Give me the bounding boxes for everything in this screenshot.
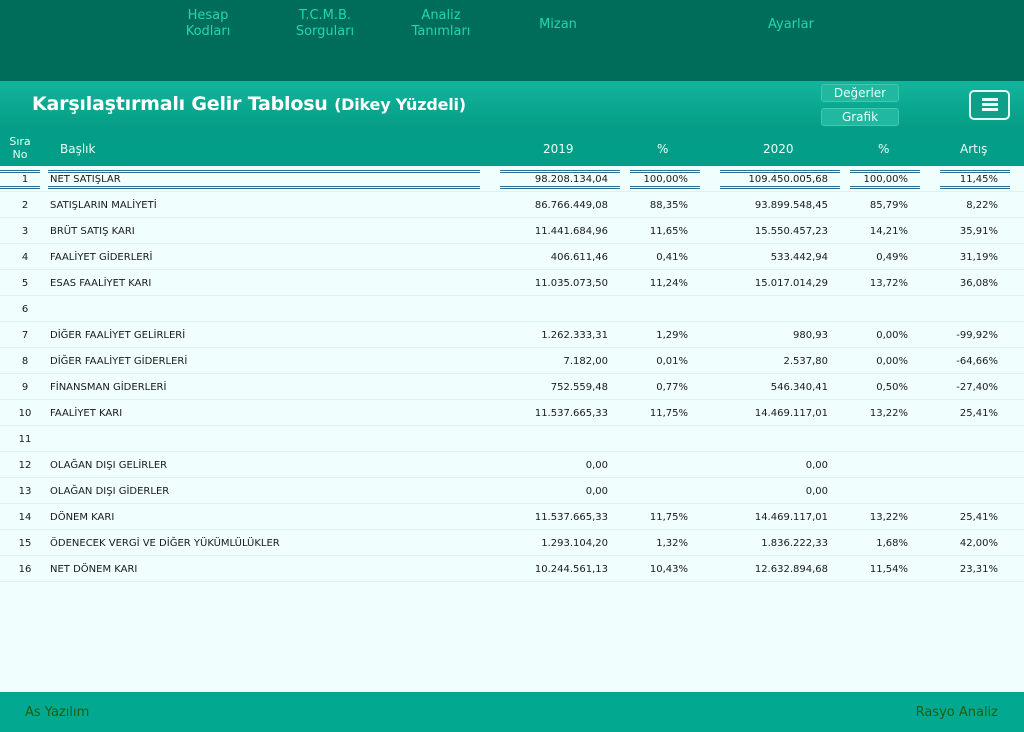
footer-company: As Yazılım (25, 705, 90, 720)
row-value-2020: 2.537,80 (783, 356, 828, 367)
table-row[interactable] (0, 296, 1024, 322)
row-value-2019: 11.537.665,33 (534, 512, 608, 523)
row-value-2020: 0,00 (805, 460, 828, 471)
row-no: 13 (18, 486, 32, 497)
row-percent-2020: 1,68% (876, 538, 908, 549)
top-navigation (0, 0, 1024, 81)
footer-app-name: Rasyo Analiz (915, 705, 998, 720)
row-increase: -27,40% (956, 382, 998, 393)
row-value-2020: 980,93 (793, 330, 828, 341)
header-2019: 2019 (543, 142, 574, 156)
row-percent-2019: 1,32% (656, 538, 688, 549)
row-percent-2019: 0,01% (656, 356, 688, 367)
row-title: FİNANSMAN GİDERLERİ (50, 382, 167, 393)
row-value-2019: 86.766.449,08 (534, 200, 608, 211)
row-increase: -64,66% (956, 356, 998, 367)
row-no: 15 (18, 538, 32, 549)
row-value-2020: 93.899.548,45 (754, 200, 828, 211)
row-percent-2019: 11,75% (649, 512, 688, 523)
row-title: SATIŞLARIN MALİYETİ (50, 200, 157, 211)
nav-hesap-kodlari[interactable]: Hesap Kodları (185, 8, 231, 39)
row-increase: 8,22% (966, 200, 998, 211)
row-no: 5 (21, 278, 29, 289)
hamburger-menu-button[interactable] (969, 90, 1010, 120)
row-value-2020: 546.340,41 (770, 382, 828, 393)
row-title: FAALİYET GİDERLERİ (50, 252, 153, 263)
row-percent-2020: 13,72% (869, 278, 908, 289)
row-title: DİĞER FAALİYET GELİRLERİ (50, 330, 186, 341)
row-percent-2019: 0,41% (656, 252, 688, 263)
footer (0, 692, 1024, 732)
row-value-2020: 14.469.117,01 (754, 408, 828, 419)
row-no: 12 (18, 460, 32, 471)
table-body (0, 166, 1024, 582)
row-value-2020: 14.469.117,01 (754, 512, 828, 523)
row-value-2019: 1.262.333,31 (541, 330, 608, 341)
nav-ayarlar[interactable]: Ayarlar (768, 17, 814, 32)
row-value-2019: 752.559,48 (550, 382, 608, 393)
table-row[interactable] (0, 478, 1024, 504)
nav-analiz-tanimlari[interactable]: Analiz Tanımları (411, 8, 471, 39)
row-no: 4 (21, 252, 29, 263)
row-title: OLAĞAN DIŞI GELİRLER (50, 460, 168, 471)
row-value-2019: 0,00 (585, 460, 608, 471)
row-title: OLAĞAN DIŞI GİDERLER (50, 486, 170, 497)
row-no: 2 (21, 200, 29, 211)
row-percent-2020: 0,49% (876, 252, 908, 263)
header-baslik: Başlık (60, 142, 96, 156)
row-increase: 25,41% (959, 408, 998, 419)
row-title: ESAS FAALİYET KARI (50, 278, 152, 289)
row-increase: 42,00% (959, 538, 998, 549)
table-row[interactable] (0, 166, 1024, 192)
table-row[interactable] (0, 400, 1024, 426)
row-value-2020: 109.450.005,68 (748, 174, 828, 185)
row-no: 1 (21, 174, 29, 185)
row-title: BRÜT SATIŞ KARI (50, 226, 135, 237)
row-value-2019: 98.208.134,04 (534, 174, 608, 185)
page-title (32, 93, 466, 115)
header-percent-2019: % (657, 142, 669, 156)
table-row[interactable] (0, 244, 1024, 270)
row-percent-2020: 100,00% (863, 174, 908, 185)
table-row[interactable] (0, 322, 1024, 348)
row-value-2020: 12.632.894,68 (754, 564, 828, 575)
row-no: 11 (18, 434, 32, 445)
table-row[interactable] (0, 192, 1024, 218)
table-row[interactable] (0, 426, 1024, 452)
row-percent-2019: 1,29% (656, 330, 688, 341)
chart-button[interactable]: Grafik (821, 108, 899, 126)
row-title: ÖDENECEK VERGİ VE DİĞER YÜKÜMLÜLÜKLER (50, 538, 280, 549)
nav-mizan[interactable]: Mizan (539, 17, 577, 32)
row-percent-2019: 100,00% (643, 174, 688, 185)
row-increase: 25,41% (959, 512, 998, 523)
page-title-main: Karşılaştırmalı Gelir Tablosu (32, 93, 328, 115)
row-increase: 11,45% (959, 174, 998, 185)
table-header (0, 130, 1024, 166)
row-value-2019: 406.611,46 (550, 252, 608, 263)
row-increase: 23,31% (959, 564, 998, 575)
row-value-2019: 10.244.561,13 (534, 564, 608, 575)
row-percent-2019: 10,43% (649, 564, 688, 575)
row-percent-2019: 88,35% (649, 200, 688, 211)
table-row[interactable] (0, 556, 1024, 582)
row-value-2019: 11.441.684,96 (534, 226, 608, 237)
row-value-2019: 11.035.073,50 (534, 278, 608, 289)
row-no: 3 (21, 226, 29, 237)
table-row[interactable] (0, 348, 1024, 374)
nav-tcmb-sorgulari[interactable]: T.C.M.B. Sorguları (295, 8, 355, 39)
row-value-2020: 15.017.014,29 (754, 278, 828, 289)
table-row[interactable] (0, 504, 1024, 530)
header-artis: Artış (960, 142, 988, 156)
row-increase: -99,92% (956, 330, 998, 341)
row-value-2019: 11.537.665,33 (534, 408, 608, 419)
row-percent-2020: 85,79% (869, 200, 908, 211)
row-percent-2020: 13,22% (869, 512, 908, 523)
table-row[interactable] (0, 530, 1024, 556)
table-row[interactable] (0, 452, 1024, 478)
table-row[interactable] (0, 270, 1024, 296)
row-percent-2019: 11,65% (649, 226, 688, 237)
row-percent-2020: 14,21% (869, 226, 908, 237)
row-percent-2020: 0,00% (876, 356, 908, 367)
row-no: 8 (21, 356, 29, 367)
row-value-2020: 533.442,94 (770, 252, 828, 263)
row-percent-2020: 11,54% (869, 564, 908, 575)
row-value-2020: 15.550.457,23 (754, 226, 828, 237)
values-button[interactable]: Değerler (821, 84, 899, 102)
row-no: 6 (21, 304, 29, 315)
row-no: 9 (21, 382, 29, 393)
row-title: FAALİYET KARI (50, 408, 123, 419)
row-percent-2019: 11,75% (649, 408, 688, 419)
page-title-subtitle: (Dikey Yüzdeli) (334, 95, 466, 114)
header-percent-2020: % (878, 142, 890, 156)
row-percent-2020: 0,50% (876, 382, 908, 393)
row-title: NET SATIŞLAR (50, 174, 121, 185)
row-value-2019: 0,00 (585, 486, 608, 497)
row-value-2020: 0,00 (805, 486, 828, 497)
row-increase: 31,19% (959, 252, 998, 263)
row-percent-2020: 13,22% (869, 408, 908, 419)
table-row[interactable] (0, 374, 1024, 400)
row-percent-2019: 0,77% (656, 382, 688, 393)
row-value-2020: 1.836.222,33 (761, 538, 828, 549)
row-increase: 36,08% (959, 278, 998, 289)
row-value-2019: 1.293.104,20 (541, 538, 608, 549)
row-no: 16 (18, 564, 32, 575)
row-title: DÖNEM KARI (50, 512, 115, 523)
header-sira-no: Sıra No (9, 135, 31, 161)
row-no: 7 (21, 330, 29, 341)
header-2020: 2020 (763, 142, 794, 156)
row-no: 10 (18, 408, 32, 419)
row-no: 14 (18, 512, 32, 523)
row-increase: 35,91% (959, 226, 998, 237)
row-percent-2019: 11,24% (649, 278, 688, 289)
row-title: NET DÖNEM KARI (50, 564, 138, 575)
row-title: DİĞER FAALİYET GİDERLERİ (50, 356, 188, 367)
row-percent-2020: 0,00% (876, 330, 908, 341)
table-row[interactable] (0, 218, 1024, 244)
row-value-2019: 7.182,00 (563, 356, 608, 367)
